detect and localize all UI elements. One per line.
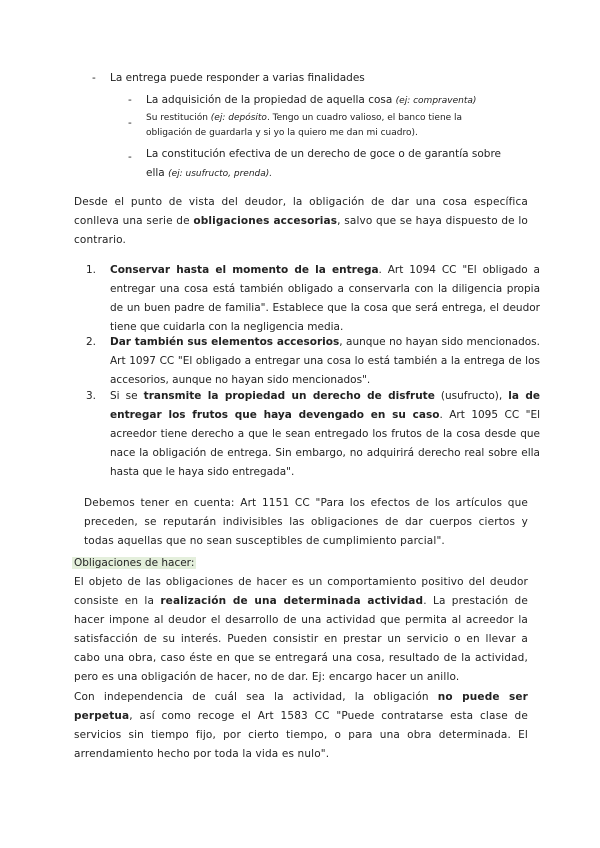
para-text: Desde el punto de vista del deudor, la obligación de dar una cosa específica conlleva una serie de [74, 196, 528, 227]
para-bold: no puede ser perpetua [74, 691, 528, 722]
bullet-text: La entrega puede responder a varias finalidades [110, 72, 365, 84]
para-bold: realización de una determinada actividad [160, 595, 424, 607]
item-text: , aunque no hayan sido mencionados. Art 1097 CC "El obligado a entregar una cosa lo está también a la entrega de los accesorios, aunque no hayan sido mencionados". [110, 336, 540, 386]
para-text: , salvo que se haya dispuesto de lo contrario. [74, 215, 528, 246]
bullet-item [92, 72, 365, 84]
sub-italic: (ej: compraventa) [395, 96, 477, 106]
item-text: . Art 1095 CC "El acreedor tiene derecho a que le sean entregado los frutos de la cosa desde que nace la obligación de entrega. Sin embargo, no adquirirá derecho real sobre ella hasta que le haya sido entregada". [110, 409, 540, 478]
item-bold: transmite la propiedad un derecho de disfrute [143, 390, 435, 402]
item-bold: la de entregar los frutos que haya devengado en su caso [110, 390, 540, 421]
item-text: (usufructo), [434, 390, 509, 402]
item-text: Si se [110, 390, 144, 402]
sub-dash: - [128, 117, 132, 129]
sub-italic: (ej: depósito [210, 113, 267, 123]
para-bold: obligaciones accesorias [193, 215, 338, 227]
sub-item [128, 111, 518, 138]
sub-italic: (ej: usufructo, prenda). [168, 169, 273, 179]
sub-dash: - [128, 94, 132, 106]
para-text: , así como recoge el Art 1583 CC "Puede contratarse esta clase de servicios sin tiempo fijo, por cierto tiempo, o para una obra determinada. El arrendamiento hecho por toda la vida es nulo". [74, 710, 528, 760]
para-text: Con independencia de cuál sea la actividad, la obligación [74, 691, 438, 703]
bullet-dash: - [92, 72, 96, 84]
sub-text: La constitución efectiva de un derecho de goce o de garantía sobre ella [146, 148, 502, 179]
item-bold: Conservar hasta el momento de la entrega [110, 264, 379, 276]
hacer-paragraph [74, 573, 528, 687]
section-heading [72, 554, 196, 572]
item-number: 2. [86, 336, 97, 348]
item-bold: Dar también sus elementos accesorios [110, 336, 340, 348]
item-number: 1. [86, 264, 97, 276]
sub-item [128, 91, 518, 110]
item-number: 3. [86, 390, 97, 402]
item-text: . Art 1094 CC "El obligado a entregar una cosa está también obligado a conservarla con la diligencia propia de un buen padre de familia". Establece que la cosa que será entrega, el deudor tiene que cuidarla con la negligencia media. [110, 264, 540, 333]
para-text: . La prestación de hacer impone al deudor el desarrollo de una actividad que permita al acreedor la satisfacción de su interés. Pueden consistir en prestar un servicio o en llevar a cabo una obra, caso éste en que se entregará una cosa, resultado de la actividad, pero es una obligación de hacer, no de dar. Ej: encargo hacer un anillo. [74, 595, 528, 683]
sub-text: La adquisición de la propiedad de aquella cosa [146, 94, 396, 106]
sub-dash: - [128, 151, 132, 163]
perpetua-paragraph [74, 688, 528, 764]
note-paragraph: Debemos tener en cuenta: Art 1151 CC "Para los efectos de los artículos que preceden, se reputarán indivisibles las obligaciones de dar cuerpos ciertos y todas aquellas que no sean susceptibles de cumplimiento parcial". [84, 497, 528, 547]
debtor-paragraph [74, 193, 528, 250]
sub-text-post: . Tengo un cuadro valioso, el banco tiene la obligación de guardarla y si yo la quiero me dan mi cuadro). [146, 113, 463, 138]
heading-text: Obligaciones de hacer: [74, 557, 195, 569]
sub-text: Su restitución [146, 113, 211, 123]
para-text: El objeto de las obligaciones de hacer es un comportamiento positivo del deudor consiste en la [74, 576, 528, 607]
sub-item [128, 145, 518, 179]
